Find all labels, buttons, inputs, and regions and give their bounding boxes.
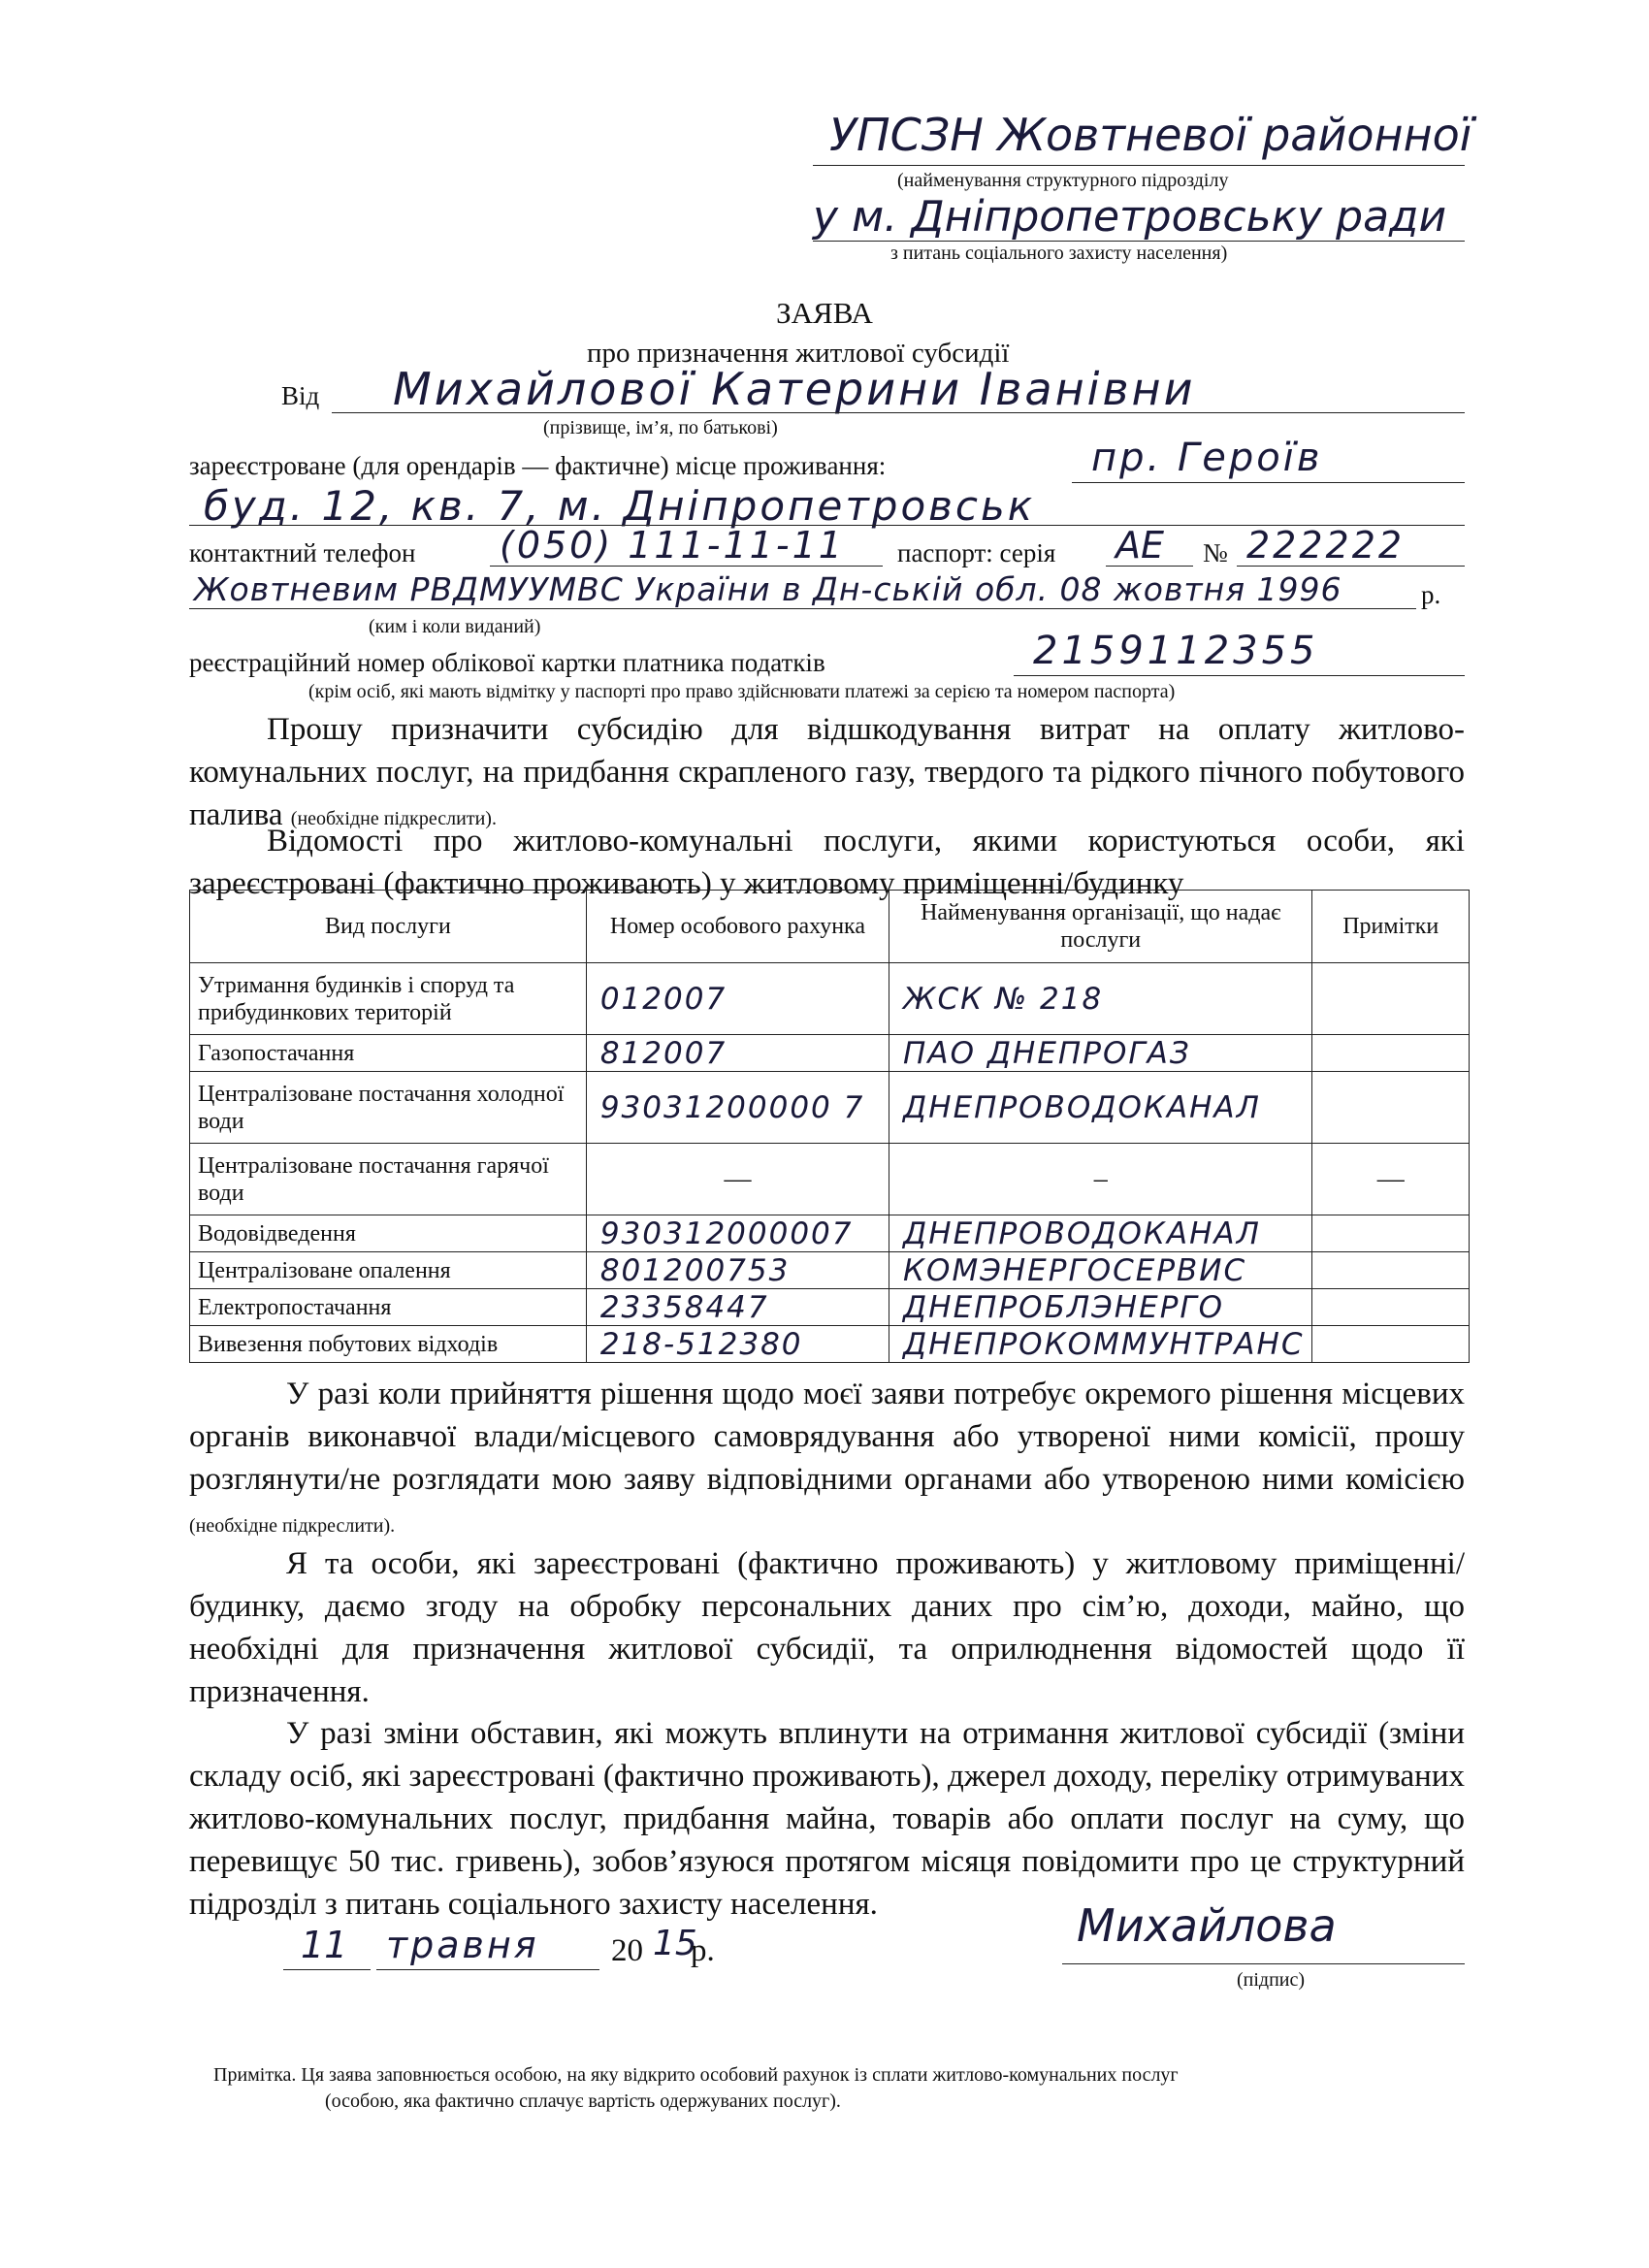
name-underline bbox=[332, 412, 1465, 413]
tax-label: реєстраційний номер облікової картки платника податків bbox=[189, 648, 825, 677]
date-year-prefix: 20 bbox=[611, 1933, 643, 1968]
recipient-underline1 bbox=[813, 165, 1465, 166]
organization-name: ЖСК № 218 bbox=[889, 963, 1312, 1035]
document-title: ЗАЯВА bbox=[776, 296, 873, 330]
header-notes: Примітки bbox=[1312, 891, 1470, 963]
account-number: 218-512380 bbox=[586, 1326, 889, 1363]
services-table bbox=[189, 890, 1470, 1363]
passport-number-underline bbox=[1237, 566, 1465, 567]
row-note bbox=[1312, 1072, 1470, 1144]
account-number: 930312000007 bbox=[586, 1215, 889, 1252]
paragraph-changes: У разі зміни обставин, які можуть вплинути на отримання житлової субсидії (зміни складу осіб, які зареєстровані (фактично проживають), джерел доходу, переліку отримуваних житлово-комунальних послуг, придбання майна, товарів або оплати послуг на суму, що перевищує 50 тис. гривень), зобов’язуюся протягом місяця повідомити про це структурний підрозділ з питань соціального захисту населення. bbox=[189, 1716, 1465, 1922]
organization-name: ДНЕПРОКОММУНТРАНС bbox=[889, 1326, 1312, 1363]
organization-name: КОМЭНЕРГОСЕРВИС bbox=[889, 1252, 1312, 1289]
row-note bbox=[1312, 1326, 1470, 1363]
recipient-line2: у м. Дніпропетровську ради bbox=[813, 192, 1447, 242]
issued-underline bbox=[189, 608, 1416, 609]
services-intro: Відомості про житлово-комунальні послуги, якими користуються особи, які зареєстровані (фактично проживають) у житловому приміщенні/будинку bbox=[189, 824, 1465, 901]
table-row bbox=[190, 1072, 1470, 1144]
recipient-caption1: (найменування структурного підрозділу bbox=[897, 170, 1229, 191]
paragraph-decision-text: У разі коли прийняття рішення щодо моєї заяви потребує окремого рішення місцевих органів виконавчої влади/місцевого самоврядування або утвореної ними комісії, прошу розглянути/не розглядати мою заяву відповідними органами або утвореною ними комісією bbox=[189, 1377, 1465, 1497]
footnote-line2: (особою, яка фактично сплачує вартість одержуваних послуг). bbox=[325, 2090, 841, 2112]
service-name: Водовідведення bbox=[190, 1215, 587, 1252]
row-note bbox=[1312, 1035, 1470, 1072]
passport-number-label: № bbox=[1203, 538, 1228, 567]
date-month: травня bbox=[386, 1924, 539, 1966]
tax-number: 2159112355 bbox=[1033, 629, 1319, 673]
name-caption: (прізвище, ім’я, по батькові) bbox=[543, 417, 778, 438]
service-name: Електропостачання bbox=[190, 1289, 587, 1326]
organization-name: ДНЕПРОВОДОКАНАЛ bbox=[889, 1215, 1312, 1252]
service-name: Вивезення побутових відходів bbox=[190, 1326, 587, 1363]
account-number: 23358447 bbox=[586, 1289, 889, 1326]
service-name: Централізоване опалення bbox=[190, 1252, 587, 1289]
account-number: 812007 bbox=[586, 1035, 889, 1072]
organization-name: ПАО ДНЕПРОГАЗ bbox=[889, 1035, 1312, 1072]
address-part2: буд. 12, кв. 7, м. Дніпропетровськ bbox=[204, 482, 1036, 530]
organization-name: ДНЕПРОВОДОКАНАЛ bbox=[889, 1072, 1312, 1144]
header-account-number: Номер особового рахунка bbox=[586, 891, 889, 963]
applicant-name: Михайлової Катерини Іванівни bbox=[393, 363, 1196, 415]
organization-name: ДНЕПРОБЛЭНЕРГО bbox=[889, 1289, 1312, 1326]
service-name: Централізоване постачання холодної води bbox=[190, 1072, 587, 1144]
row-note: — bbox=[1312, 1144, 1470, 1215]
signature: Михайлова bbox=[1077, 1899, 1337, 1952]
passport-series: АЕ bbox=[1116, 524, 1165, 567]
signature-caption: (підпис) bbox=[1237, 1969, 1306, 1991]
paragraph-consent: Я та особи, які зареєстровані (фактично проживають) у житловому приміщенні/будинку, даємо згоду на обробку персональних даних про сім’ю, доходи, майно, що необхідні для призначення житлової субсидії, та оприлюднення відомостей щодо її призначення. bbox=[189, 1546, 1465, 1709]
table-row bbox=[190, 1144, 1470, 1215]
header-organization: Найменування організації, що надає послуги bbox=[889, 891, 1312, 963]
date-year-suffix: 15 bbox=[653, 1924, 697, 1963]
table-row bbox=[190, 1289, 1470, 1326]
table-row bbox=[190, 1326, 1470, 1363]
service-name: Газопостачання bbox=[190, 1035, 587, 1072]
service-name: Централізоване постачання гарячої води bbox=[190, 1144, 587, 1215]
row-note bbox=[1312, 1289, 1470, 1326]
issued-suffix: р. bbox=[1421, 580, 1441, 609]
from-label: Від bbox=[281, 381, 320, 410]
request-note: (необхідне підкреслити). bbox=[290, 808, 497, 829]
recipient-line1: УПСЗН Жовтневої районної bbox=[829, 109, 1472, 161]
address-underline1 bbox=[1072, 482, 1465, 483]
issued-caption: (ким і коли виданий) bbox=[369, 616, 541, 637]
phone-value: (050) 111-11-11 bbox=[500, 524, 845, 567]
tax-underline bbox=[1014, 675, 1465, 676]
service-name: Утримання будинків і споруд та прибудинкових територій bbox=[190, 963, 587, 1035]
row-note bbox=[1312, 1215, 1470, 1252]
row-note bbox=[1312, 1252, 1470, 1289]
header-service-type: Вид послуги bbox=[190, 891, 587, 963]
account-number: 93031200000 7 bbox=[586, 1072, 889, 1144]
row-note bbox=[1312, 963, 1470, 1035]
account-number: 012007 bbox=[586, 963, 889, 1035]
passport-number: 222222 bbox=[1246, 524, 1406, 567]
passport-issued-by: Жовтневим РВДМУУМВС України в Дн-ській обл. 08 жовтня 1996 bbox=[194, 570, 1342, 608]
date-year-unit: р. bbox=[691, 1933, 715, 1968]
phone-underline bbox=[490, 566, 883, 567]
address-label: зареєстроване (для орендарів — фактичне) місце проживання: bbox=[189, 451, 887, 480]
request-text: Прошу призначити субсидію для відшкодування витрат на оплату житлово-комунальних послуг, на придбання скрапленого газу, твердого та рідкого пічного побутового палива bbox=[189, 712, 1465, 832]
date-day: 11 bbox=[301, 1924, 348, 1966]
account-number: 801200753 bbox=[586, 1252, 889, 1289]
footnote-line1: Примітка. Ця заява заповнюється особою, на яку відкрито особовий рахунок із сплати житлово-комунальних послуг bbox=[213, 2064, 1179, 2086]
paragraph-decision-note: (необхідне підкреслити). bbox=[189, 1515, 396, 1537]
phone-label: контактний телефон bbox=[189, 538, 416, 567]
table-row bbox=[190, 1215, 1470, 1252]
signature-underline bbox=[1062, 1963, 1465, 1964]
recipient-underline2 bbox=[813, 241, 1465, 242]
table-header-row bbox=[190, 891, 1470, 963]
paragraph-decision bbox=[189, 1373, 1465, 1547]
document-subtitle: про призначення житлової субсидії bbox=[587, 338, 1010, 369]
address-part1: пр. Героїв bbox=[1091, 436, 1323, 480]
organization-name: – bbox=[889, 1144, 1312, 1215]
date-day-underline bbox=[283, 1969, 371, 1970]
table-row bbox=[190, 1252, 1470, 1289]
table-row bbox=[190, 963, 1470, 1035]
passport-series-label: паспорт: серія bbox=[897, 538, 1056, 567]
date-month-underline bbox=[376, 1969, 599, 1970]
table-row bbox=[190, 1035, 1470, 1072]
account-number: — bbox=[586, 1144, 889, 1215]
tax-caption: (крім осіб, які мають відмітку у паспорті про право здійснювати платежі за серією та номером паспорта) bbox=[308, 681, 1176, 702]
recipient-caption2: з питань соціального захисту населення) bbox=[890, 243, 1228, 264]
passport-series-underline bbox=[1106, 566, 1193, 567]
